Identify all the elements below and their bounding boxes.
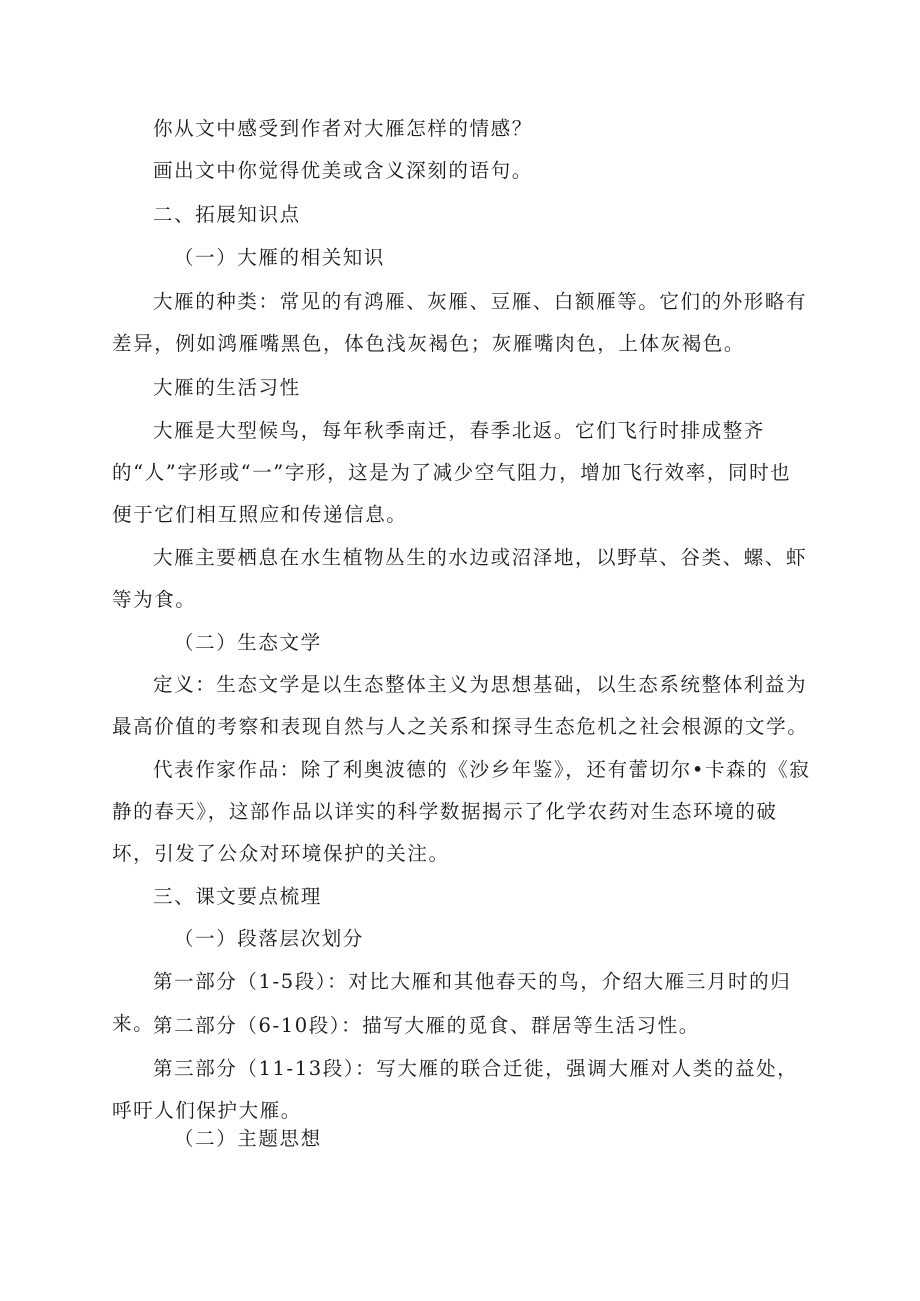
paragraph-part-two: 第二部分（6-10段）：描写大雁的觅食、群居等生活习性。 (153, 1014, 700, 1037)
paragraph-eco-definition: 定义：生态文学是以生态整体主义为思想基础，以生态系统整体利益为最高价值的考察和表现自然与人之关系和探寻生态危机之社会根源的文学。 (112, 673, 809, 738)
question-emotion: 你从文中感受到作者对大雁怎样的情感？ (153, 117, 533, 140)
paragraph-part-one: 第一部分（1-5段）：对比大雁和其他春天的鸟，介绍大雁三月时的归来。 (112, 970, 792, 1035)
section-heading-2: 二、拓展知识点 (153, 203, 301, 226)
paragraph-goose-habitat: 大雁主要栖息在水生植物丛生的水边或沼泽地，以野草、谷类、螺、虾等为食。 (112, 546, 808, 611)
question-sentences: 画出文中你觉得优美或含义深刻的语句。 (153, 159, 533, 182)
paragraph-part-three: 第三部分（11-13段）：写大雁的联合迁徙，强调大雁对人类的益处，呼吁人们保护大雁。 (112, 1057, 799, 1122)
paragraph-representative-works: 代表作家作品：除了利奥波德的《沙乡年鉴》，还有蕾切尔•卡森的《寂静的春天》，这部作品以详实的科学数据揭示了化学农药对生态环境的破坏，引发了公众对环境保护的关注。 (112, 758, 811, 865)
subheading-theme: （二）主题思想 (174, 1127, 322, 1150)
section-heading-3: 三、课文要点梳理 (153, 885, 322, 908)
subheading-eco-literature: （二）生态文学 (174, 631, 322, 654)
subheading-goose-knowledge: （一）大雁的相关知识 (174, 246, 386, 269)
paragraph-goose-habits-title: 大雁的生活习性 (153, 376, 301, 399)
paragraph-goose-species: 大雁的种类：常见的有鸿雁、灰雁、豆雁、白额雁等。它们的外形略有差异，例如鸿雁嘴黑色，体色浅灰褐色；灰雁嘴肉色，上体灰褐色。 (112, 290, 808, 355)
subheading-paragraph-division: （一）段落层次划分 (174, 927, 364, 950)
paragraph-goose-migration: 大雁是大型候鸟，每年秋季南迁，春季北返。它们飞行时排成整齐的“人”字形或“一”字形，这是为了减少空气阻力，增加飞行效率，同时也便于它们相互照应和传递信息。 (112, 419, 792, 526)
